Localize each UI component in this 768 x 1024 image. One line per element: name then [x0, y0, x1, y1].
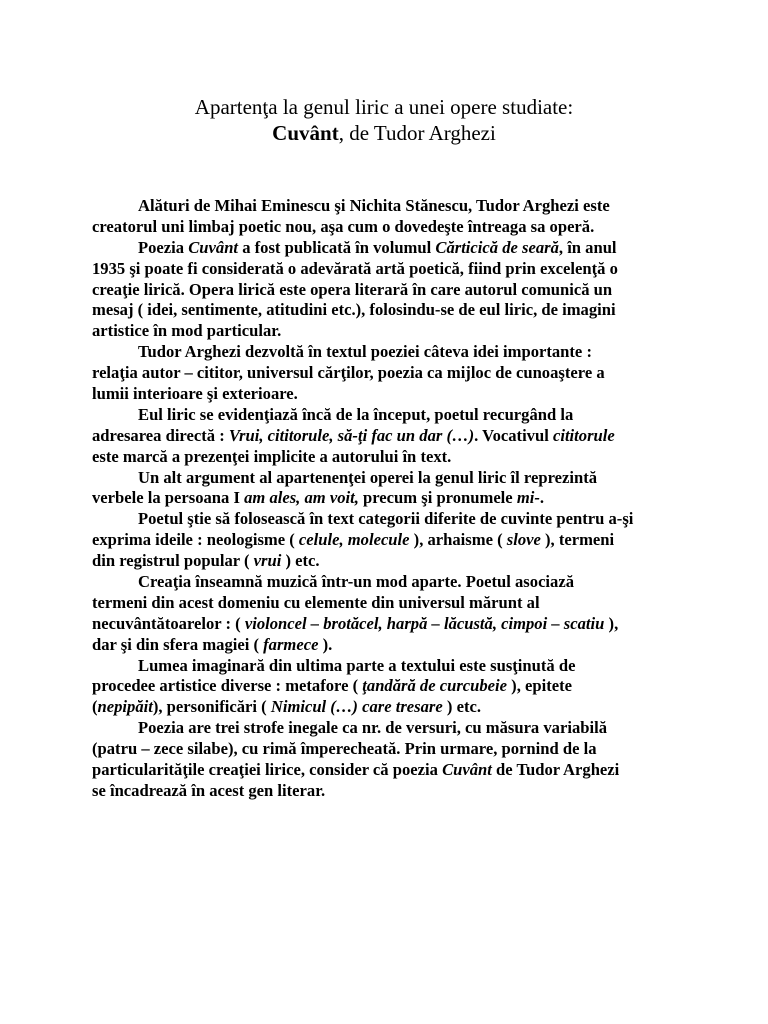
text-run: dar şi din sfera magiei (: [92, 634, 264, 654]
text-run: (patru – zece silabe), cu rimă împerecheată. Prin urmare, pornind de la: [92, 739, 597, 759]
text-line: [92, 656, 688, 677]
text-line: [92, 635, 688, 656]
text-run: , în anul: [558, 237, 617, 257]
essay-body: [92, 196, 688, 802]
text-line: [92, 238, 688, 259]
text-run: ) etc.: [281, 551, 320, 571]
text-line: [92, 676, 688, 697]
text-run: Alături de Mihai Eminescu şi Nichita Stănescu, Tudor Arghezi este: [138, 196, 610, 215]
text-line: [92, 509, 688, 530]
text-run: a fost publicată în volumul: [238, 237, 436, 257]
text-run: adresarea directă :: [92, 425, 229, 445]
text-run: .: [539, 488, 545, 508]
text-line: [92, 530, 688, 551]
text-run: exprima ideile : neologisme (: [92, 530, 299, 550]
text-line: [92, 614, 688, 635]
italic-quote: nepipăit: [97, 697, 153, 717]
text-run: 1935 şi poate fi considerată o adevărată artă poetică, fiind prin excelenţă o: [92, 258, 618, 278]
text-run: verbele la persoana I: [92, 488, 245, 508]
text-run: Poezia are trei strofe inegale ca nr. de versuri, cu măsura variabilă: [138, 718, 607, 738]
italic-quote: vrui: [253, 551, 282, 571]
text-run: Eul liric se evidenţiază încă de la început, poetul recurgând la: [138, 404, 574, 424]
text-line: [92, 447, 688, 468]
text-run: se încadrează în acest gen literar.: [92, 780, 326, 800]
italic-quote: Cuvânt: [442, 760, 492, 780]
text-line: [92, 468, 688, 489]
text-line: [92, 384, 688, 405]
italic-quote: slove: [506, 530, 541, 550]
text-run: . Vocativul: [474, 425, 553, 445]
italic-quote: violoncel – brotăcel, harpă – lăcustă, cimpoi – scatiu: [244, 613, 605, 633]
text-line: [92, 593, 688, 614]
text-run: ) etc.: [442, 697, 481, 717]
italic-quote: Cărticică de seară: [435, 237, 559, 257]
text-line: [92, 217, 688, 238]
text-line: [92, 259, 688, 280]
italic-quote: cititorule: [552, 425, 615, 445]
italic-quote: farmece: [263, 634, 319, 654]
italic-quote: ţandără de curcubeie: [362, 676, 508, 696]
text-run: necuvântătoarelor : (: [92, 613, 245, 633]
text-line: [92, 196, 688, 217]
text-line: [92, 697, 688, 718]
text-line: [92, 718, 688, 739]
text-run: creatorul uni limbaj poetic nou, aşa cum o dovedeşte întreaga sa operă.: [92, 216, 595, 236]
text-run: particularităţile creaţiei lirice, consider că poezia: [92, 760, 443, 780]
text-line: [92, 488, 688, 509]
text-run: ), epitete: [507, 676, 572, 696]
text-run: Creaţia înseamnă muzică într-un mod aparte. Poetul asociază: [138, 572, 574, 592]
italic-quote: Vrui, cititorule, să-ţi fac un dar (…): [228, 425, 475, 445]
text-line: [92, 363, 688, 384]
text-run: relaţia autor – cititor, universul cărţilor, poezia ca mijloc de cunoaştere a: [92, 363, 605, 383]
italic-quote: Nimicul (…) care tresare: [270, 697, 443, 717]
poem-title: Cuvânt: [272, 121, 339, 145]
text-run: ), personificări (: [152, 697, 271, 717]
text-run: lumii interioare şi exterioare.: [92, 384, 298, 404]
document-subtitle: [0, 120, 768, 146]
text-run: Un alt argument al apartenenţei operei la genul liric îl reprezintă: [138, 467, 598, 487]
text-line: [92, 572, 688, 593]
text-line: [92, 551, 688, 572]
text-run: Poezia: [138, 237, 189, 257]
text-line: [92, 760, 688, 781]
text-run: ), termeni: [540, 530, 615, 550]
italic-quote: Cuvânt: [188, 237, 239, 257]
text-line: [92, 405, 688, 426]
text-run: creaţie lirică. Opera lirică este opera literară în care autorul comunică un: [92, 279, 613, 299]
text-line: [92, 300, 688, 321]
text-line: [92, 280, 688, 301]
poem-author: , de Tudor Arghezi: [338, 121, 496, 145]
text-run: de Tudor Arghezi: [491, 760, 620, 780]
text-run: ),: [604, 613, 619, 633]
text-run: mesaj ( idei, sentimente, atitudini etc.), folosindu-se de eul liric, de imagini: [92, 300, 616, 320]
text-run: este marcă a prezenţei implicite a autorului în text.: [92, 446, 452, 466]
text-line: [92, 321, 688, 342]
text-line: [92, 739, 688, 760]
text-run: termeni din acest domeniu cu elemente din universul mărunt al: [92, 592, 540, 612]
text-run: ).: [318, 634, 333, 654]
text-run: ), arhaisme (: [409, 530, 507, 550]
text-line: [92, 781, 688, 802]
text-run: procedee artistice diverse : metafore (: [92, 676, 363, 696]
text-run: artistice în mod particular.: [92, 321, 282, 341]
text-run: Tudor Arghezi dezvoltă în textul poeziei câteva idei importante :: [138, 342, 592, 362]
italic-quote: mi-: [516, 488, 540, 508]
text-run: din registrul popular (: [92, 551, 254, 571]
text-run: (: [92, 697, 98, 717]
text-line: [92, 426, 688, 447]
text-run: Poetul ştie să folosească în text categorii diferite de cuvinte pentru a-şi: [138, 509, 634, 529]
italic-quote: am ales, am voit,: [244, 488, 359, 508]
text-run: Lumea imaginară din ultima parte a textului este susţinută de: [138, 655, 576, 675]
text-run: precum şi pronumele: [358, 488, 517, 508]
text-line: [92, 342, 688, 363]
document-title: Apartenţa la genul liric a unei opere studiate:: [194, 95, 574, 119]
italic-quote: celule, molecule: [298, 530, 410, 550]
